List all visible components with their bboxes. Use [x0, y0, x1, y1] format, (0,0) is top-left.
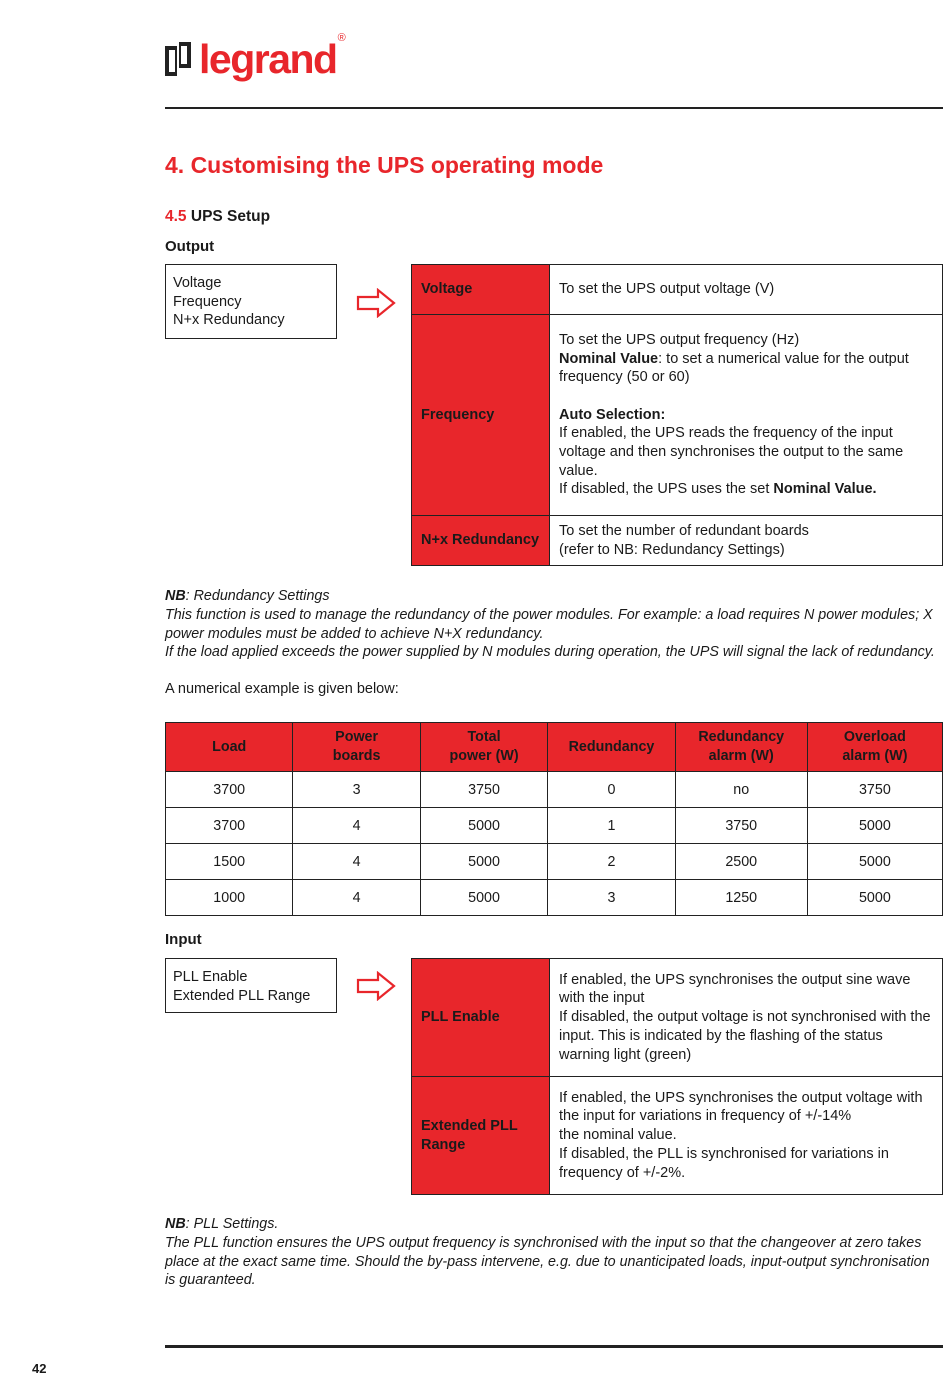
table-row	[166, 880, 943, 916]
note-title-text: : Redundancy Settings	[185, 588, 330, 604]
column-header: Redundancy alarm (W)	[675, 723, 807, 772]
table-row	[166, 844, 943, 880]
setting-name: PLL Enable	[412, 959, 550, 1077]
registered-mark: ®	[337, 32, 346, 44]
table-cell: 1250	[675, 880, 807, 916]
menu-item-voltage: Voltage	[173, 275, 222, 291]
setting-description	[550, 516, 943, 566]
auto-selection-label: Auto Selection:	[559, 406, 666, 423]
column-header: Load	[166, 723, 293, 772]
desc-line: To set the UPS output frequency (Hz)	[559, 331, 800, 348]
bottom-rule	[165, 1345, 943, 1348]
nominal-text: : to set a numerical value for the output frequency (50 or 60)	[559, 350, 909, 386]
section-number: 4.5	[165, 208, 187, 225]
column-header: Power boards	[293, 723, 420, 772]
table-cell: 1500	[166, 844, 293, 880]
auto-disabled-bold: Nominal Value.	[773, 481, 877, 498]
column-header: Total power (W)	[420, 723, 547, 772]
table-cell: 3	[293, 772, 420, 808]
nb-label: NB	[165, 1216, 186, 1232]
column-header: Overload alarm (W)	[807, 723, 942, 772]
table-cell: 4	[293, 880, 420, 916]
table-cell: 3750	[420, 772, 547, 808]
table-cell: 4	[293, 844, 420, 880]
desc-line: To set the number of redundant boards	[559, 522, 809, 539]
setting-description	[550, 315, 943, 516]
table-cell: 4	[293, 808, 420, 844]
auto-label	[559, 406, 933, 425]
auto-disabled-text	[559, 480, 933, 499]
table-cell: no	[675, 772, 807, 808]
input-settings-table	[411, 958, 943, 1195]
table-row	[166, 808, 943, 844]
input-heading: Input	[165, 931, 202, 948]
page-number: 42	[32, 1361, 47, 1376]
input-menu-box	[165, 958, 337, 1013]
menu-item-extended-pll: Extended PLL Range	[173, 987, 311, 1004]
table-cell: 3750	[807, 772, 942, 808]
desc-nominal	[559, 350, 933, 387]
table-cell: 3750	[675, 808, 807, 844]
example-intro: A numerical example is given below:	[165, 681, 399, 697]
setting-name: Frequency	[412, 315, 550, 516]
brand-logo	[165, 32, 346, 82]
desc-line: the nominal value.	[559, 1127, 677, 1144]
menu-item-frequency: Frequency	[173, 293, 242, 310]
table-cell: 3700	[166, 808, 293, 844]
table-header-row	[166, 723, 943, 772]
pll-note	[165, 1215, 943, 1290]
auto-enabled-text: If enabled, the UPS reads the frequency of the input voltage and then synchronises the output to the same value.	[559, 425, 904, 479]
legrand-mark-icon	[165, 42, 193, 76]
column-header: Redundancy	[548, 723, 675, 772]
nb-label: NB	[165, 588, 186, 604]
desc-line: (refer to NB: Redundancy Settings)	[559, 541, 785, 558]
setting-name: Extended PLL Range	[412, 1077, 550, 1195]
auto-disabled-prefix: If disabled, the UPS uses the set	[559, 481, 774, 498]
table-cell: 3700	[166, 772, 293, 808]
arrow-right-icon	[356, 288, 396, 318]
table-cell: 5000	[807, 808, 942, 844]
desc-line: If disabled, the output voltage is not synchronised with the input. This is indicated by the flashing of the status warning light (green)	[559, 1009, 931, 1063]
setting-name: N+x Redundancy	[412, 516, 550, 566]
table-cell: 5000	[420, 844, 547, 880]
setting-description	[550, 1077, 943, 1195]
table-row	[412, 1077, 943, 1195]
output-settings-table	[411, 264, 943, 566]
spacer	[559, 387, 933, 406]
table-cell: 2500	[675, 844, 807, 880]
menu-item-redundancy: N+x Redundancy	[173, 312, 285, 329]
note-title	[165, 587, 943, 606]
nominal-label: Nominal Value	[559, 350, 659, 367]
table-cell: 5000	[807, 844, 942, 880]
desc-line: If disabled, the PLL is synchronised for variations in frequency of +/-2%.	[559, 1145, 889, 1181]
table-cell: 1000	[166, 880, 293, 916]
table-row	[412, 265, 943, 315]
top-rule	[165, 107, 943, 109]
table-cell: 5000	[807, 880, 942, 916]
brand-name: legrand	[199, 36, 337, 82]
table-cell: 5000	[420, 808, 547, 844]
setting-description	[550, 959, 943, 1077]
desc-line: If enabled, the UPS synchronises the output voltage with the input for variations in frequency of +/-14%	[559, 1089, 923, 1125]
table-cell: 2	[548, 844, 675, 880]
table-cell: 1	[548, 808, 675, 844]
section-title	[165, 208, 270, 226]
menu-item-pll-enable: PLL Enable	[173, 969, 248, 985]
redundancy-note	[165, 587, 943, 662]
note-title	[165, 1215, 943, 1234]
setting-description: To set the UPS output voltage (V)	[550, 265, 943, 315]
output-heading: Output	[165, 238, 215, 255]
note-line: If the load applied exceeds the power supplied by N modules during operation, the UPS will signal the lack of redundancy.	[165, 644, 935, 661]
arrow-right-icon	[356, 971, 396, 1001]
setting-name: Voltage	[412, 265, 550, 315]
desc-line: If enabled, the UPS synchronises the output sine wave with the input	[559, 971, 911, 1007]
note-title-text: : PLL Settings.	[185, 1216, 279, 1232]
table-cell: 0	[548, 772, 675, 808]
table-cell: 5000	[420, 880, 547, 916]
page-title: 4. Customising the UPS operating mode	[165, 152, 604, 178]
section-name: UPS Setup	[190, 208, 271, 225]
note-line: The PLL function ensures the UPS output frequency is synchronised with the input so that the changeover at zero takes place at the exact same time. Should the by-pass intervene, e.g. due to unanticipated loads, input-output synchronisation is guaranteed.	[165, 1234, 930, 1289]
table-row	[412, 516, 943, 566]
table-row	[412, 959, 943, 1077]
table-row	[166, 772, 943, 808]
note-line: This function is used to manage the redundancy of the power modules. For example: a load requires N power modules; X power modules must be added to achieve N+X redundancy.	[165, 606, 933, 642]
table-row	[412, 315, 943, 516]
output-menu-box	[165, 264, 337, 339]
table-cell: 3	[548, 880, 675, 916]
redundancy-example-table	[165, 722, 943, 916]
